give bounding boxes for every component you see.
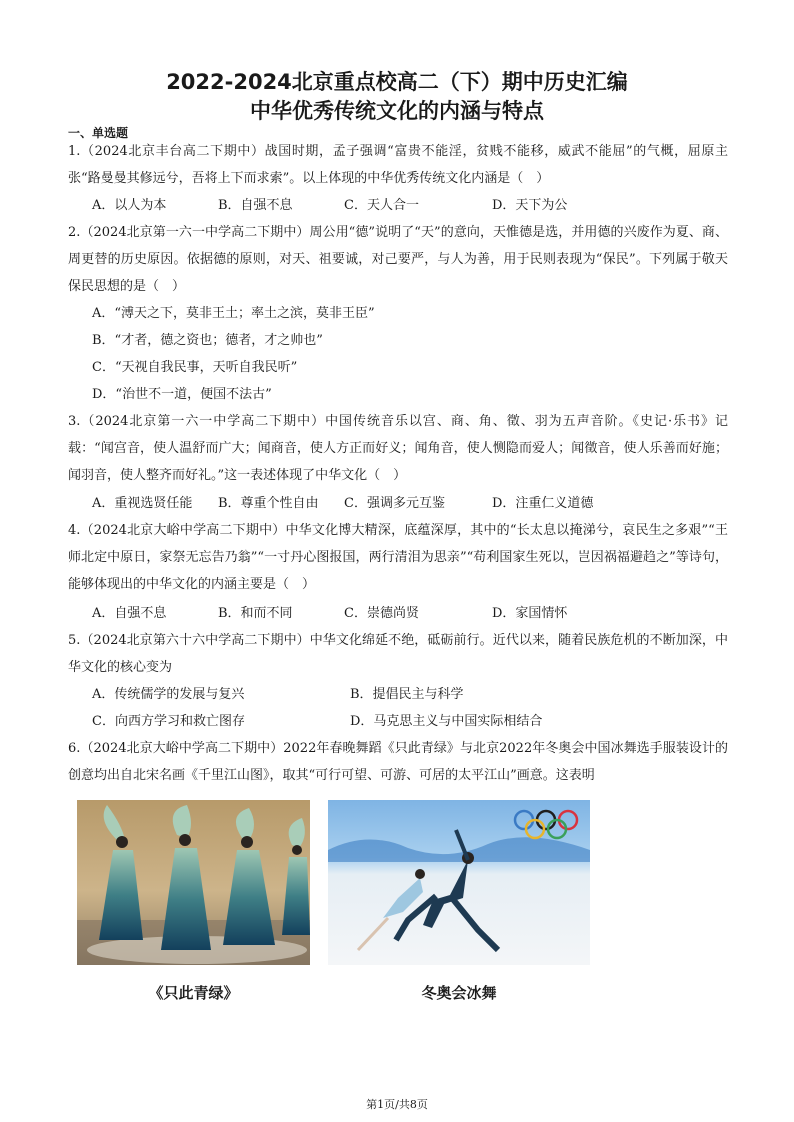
question-5-stem: 5.（2024北京第六十六中学高二下期中）中华文化绵延不绝，砥砺前行。近代以来，随着民族危机的不断加深，中华文化的核心变为 — [68, 633, 728, 675]
document-title-line2: 中华优秀传统文化的内涵与特点 — [250, 99, 544, 123]
q3-option-d: D．注重仁义道德 — [492, 496, 594, 511]
question-6-stem: 6.（2024北京大峪中学高二下期中）2022年春晚舞蹈《只此青绿》与北京2022年冬奥会中国冰舞选手服装设计的创意均出自北宋名画《千里江山图》，取其“可行可望、可游、可居的太平江山”画意。这表明 — [68, 741, 728, 783]
q4-option-d: D．家国情怀 — [492, 606, 568, 621]
question-4-stem: 4.（2024北京大峪中学高二下期中）中华文化博大精深，底蕴深厚，其中的“长太息以掩涕兮，哀民生之多艰”“王师北定中原日，家祭无忘告乃翁”“一寸丹心图报国，两行清泪为思亲”“苟利国家生死以，岂因祸福避趋之”等诗句，能够体现出的中华文化的内涵主要是（ ） — [68, 523, 728, 592]
document-title-line1: 2022-2024北京重点校高二（下）期中历史汇编 — [166, 70, 628, 94]
q3-option-b: B．尊重个性自由 — [218, 496, 319, 511]
q1-option-d: D．天下为公 — [492, 198, 568, 213]
right-figure-caption: 冬奥会冰舞 — [421, 984, 497, 1002]
question-3-stem: 3.（2024北京第一六一中学高二下期中）中国传统音乐以宫、商、角、徵、羽为五声音阶。《史记·乐书》记载：“闻宫音，使人温舒而广大；闻商音，使人方正而好义；闻角音，使人恻隐而爱人；闻徵音，使人乐善而好施；闻羽音，使人整齐而好礼。”这一表述体现了中华文化（ ） — [68, 414, 728, 483]
question-2-stem: 2.（2024北京第一六一中学高二下期中）周公用“德”说明了“天”的意向，天惟德是选，并用德的兴废作为夏、商、周更替的历史原因。依据德的原则，对天、祖要诚，对己要严，与人为善，用于民则表现为“保民”。下列属于敬天保民思想的是（ ） — [68, 225, 728, 294]
q5-option-b: B．提倡民主与科学 — [350, 687, 464, 702]
question-4-options — [92, 600, 567, 627]
q2-option-c: C．“天视自我民事，天听自我民听” — [92, 360, 298, 375]
page-footer: 第1页/共8页 — [366, 1098, 428, 1111]
question-1-stem: 1.（2024北京丰台高二下期中）战国时期，孟子强调“富贵不能淫，贫贱不能移，威武不能屈”的气概，屈原主张“路曼曼其修远兮，吾将上下而求索”。以上体现的中华优秀传统文化内涵是（ ） — [68, 144, 728, 186]
q5-option-a: A．传统儒学的发展与复兴 — [92, 687, 245, 702]
q3-option-a: A．重视选贤任能 — [92, 496, 193, 511]
section-heading: 一、单选题 — [68, 126, 129, 140]
left-figure-caption: 《只此青绿》 — [148, 984, 239, 1002]
q4-option-c: C．崇德尚贤 — [344, 606, 419, 621]
q5-option-c: C．向西方学习和救亡图存 — [92, 714, 245, 729]
q2-option-a: A．“溥天之下，莫非王土；率土之滨，莫非王臣” — [92, 306, 375, 321]
q3-option-c: C．强调多元互鉴 — [344, 496, 445, 511]
question-1-options — [92, 192, 567, 219]
q4-option-b: B．和而不同 — [218, 606, 293, 621]
question-5-options-row1 — [92, 681, 464, 708]
q1-option-a: A．以人为本 — [92, 198, 167, 213]
dance-illustration — [77, 800, 310, 965]
dance-photo — [77, 800, 310, 965]
q1-option-b: B．自强不息 — [218, 198, 293, 213]
q5-option-d: D．马克思主义与中国实际相结合 — [350, 714, 543, 729]
q4-option-a: A．自强不息 — [92, 606, 167, 621]
q1-option-c: C．天人合一 — [344, 198, 419, 213]
q2-option-b: B．“才者，德之资也；德者，才之帅也” — [92, 333, 323, 348]
question-3-options — [92, 490, 593, 517]
q2-option-d: D．“治世不一道，便国不法古” — [92, 387, 272, 402]
question-5-options-row2 — [92, 708, 542, 735]
ice-dance-illustration — [328, 800, 590, 965]
ice-dance-photo — [328, 800, 590, 965]
